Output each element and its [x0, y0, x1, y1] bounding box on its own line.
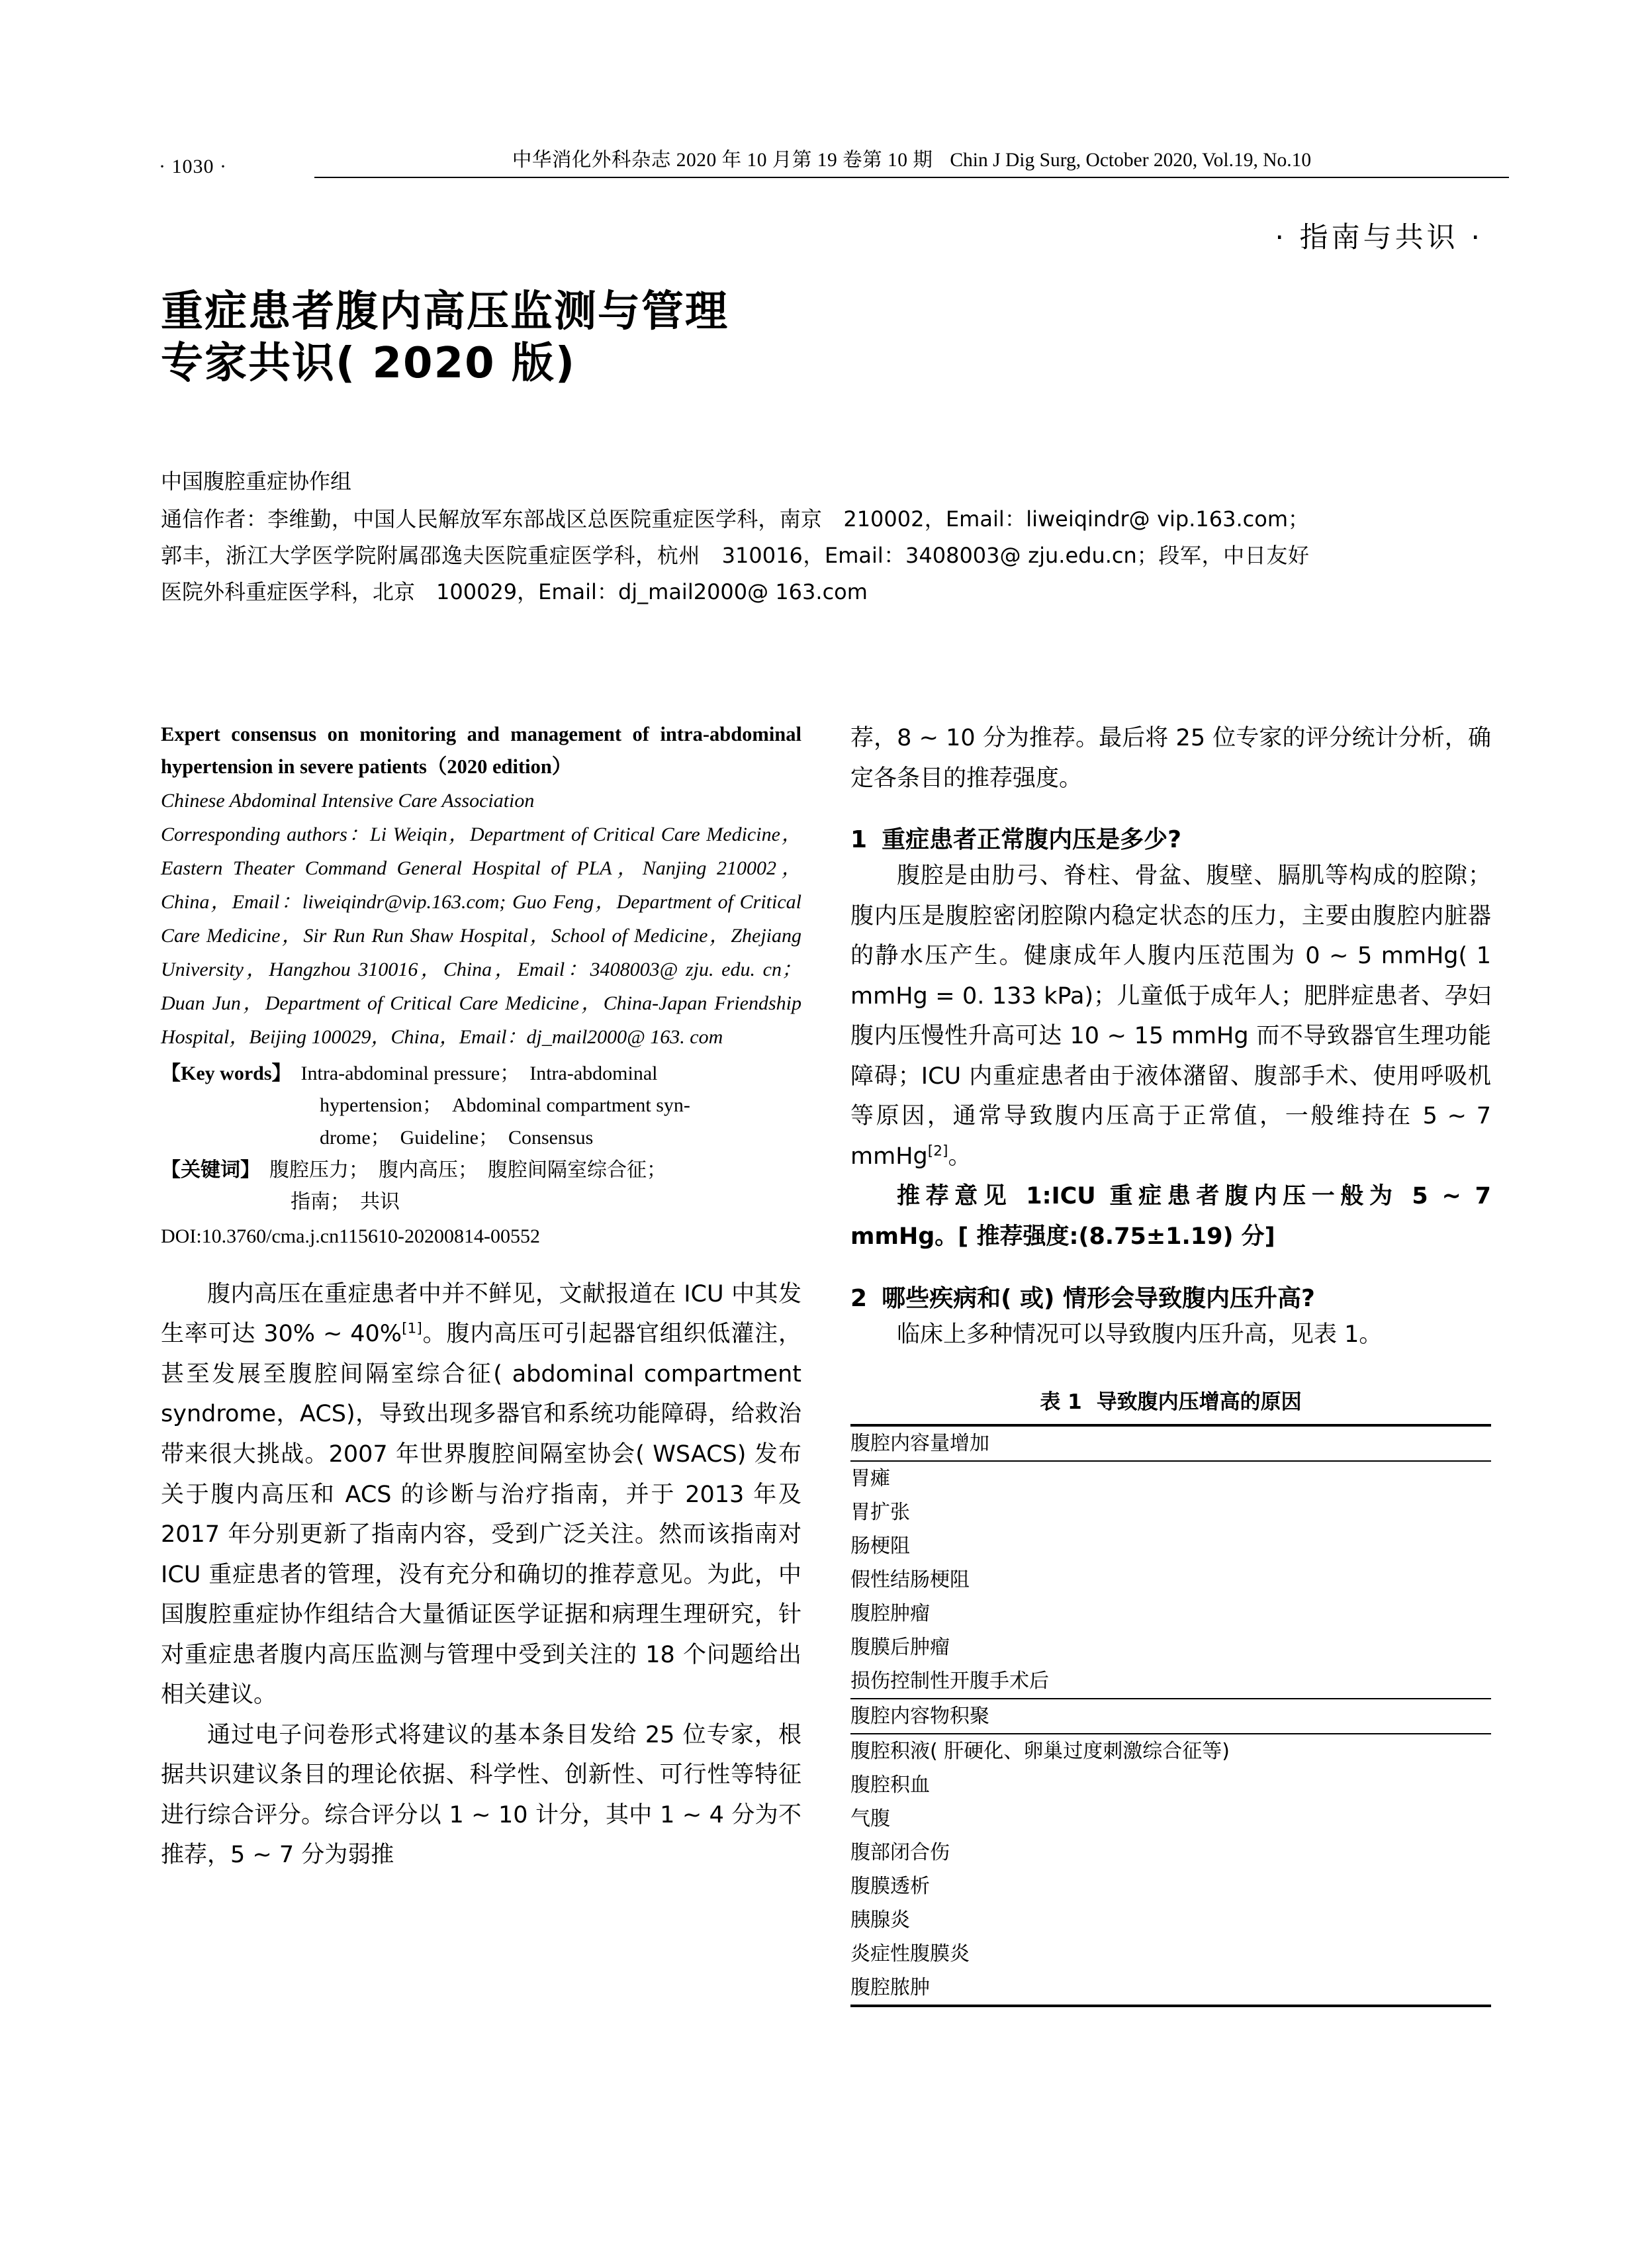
english-affiliation: Chinese Abdominal Intensive Care Association: [161, 789, 535, 812]
byline-block: [161, 463, 1309, 610]
article-title-line1: 重症患者腹内高压监测与管理: [161, 287, 729, 336]
intro-paragraph: [161, 1274, 801, 1715]
table-cell-item: 腹腔积液( 肝硬化、卵巢过度刺激综合征等): [850, 1734, 1491, 1768]
keywords-block: [161, 1058, 801, 1219]
section-heading-2: [850, 1280, 1491, 1313]
table-bottom-rule: [850, 2006, 1491, 2033]
table-row: [850, 1563, 1491, 1597]
doi-line: DOI:10.3760/cma.j.cn115610-20200814-00552: [161, 1225, 540, 1247]
table-cell-item: 气腹: [850, 1807, 890, 1831]
keywords-cn-label: 【关键词】: [161, 1158, 260, 1182]
section-2-paragraph: 临床上多种情况可以导致腹内压升高，见表 1。: [897, 1321, 1383, 1348]
article-title: [161, 286, 1286, 389]
intro-para-b: 。腹内高压可引起器官组织低灌注，甚至发展至腹腔间隔室综合征( abdominal compartment syndrome，ACS)，导致出现多器官和系统功能障碍，给救治带来很大挑战。2007 年世界腹腔间隔室协会( WSACS) 发布关于腹内高压和 ACS 的诊断与治疗指南，并于 2013 年及 2017 年分别更新了指南内容，受到广泛关注。然而该指南对 ICU 重症患者的管理，没有充分和确切的推荐意见。为此，中国腹腔重症协作组结合大量循证医学证据和病理生理研究，针对重症患者腹内高压监测与管理中受到关注的 18 个问题给出相关建议。: [161, 1321, 801, 1709]
left-body-text: [161, 1274, 801, 1875]
left-column: [161, 718, 801, 1875]
table-row: [850, 1461, 1491, 1495]
table-row: [850, 1869, 1491, 1903]
english-title: Expert consensus on monitoring and management of intra-abdominal hypertension in severe patients（2020 edition）: [161, 723, 801, 779]
table-row: [850, 1836, 1491, 1869]
article-title-line2: 专家共识( 2020 版): [161, 339, 576, 389]
table-group-row: [850, 1425, 1491, 1461]
table-row: [850, 1597, 1491, 1630]
right-column: [850, 718, 1491, 2033]
table-cell-item: 胃扩张: [850, 1501, 910, 1525]
table-1-wrapper: [850, 1385, 1491, 2033]
method-paragraph-cont: 荐，8 ~ 10 分为推荐。最后将 25 位专家的评分统计分析，确定各条目的推荐强度。: [850, 725, 1491, 792]
table-row: [850, 1937, 1491, 1971]
table-1-caption: [850, 1385, 1491, 1415]
table-cell-item: 腹膜透析: [850, 1875, 930, 1899]
section-heading-1: [850, 821, 1491, 855]
section-1-paragraph: [850, 856, 1491, 1176]
section-1-number: 1: [850, 826, 868, 854]
running-head: [159, 144, 1509, 178]
section-1-para-b: 。: [948, 1143, 972, 1170]
table-cell-item: 腹腔肿瘤: [850, 1602, 930, 1626]
table-group-label: 腹腔内容物积聚: [850, 1699, 1491, 1734]
reference-marker-2: [2]: [927, 1143, 948, 1160]
section-2-number: 2: [850, 1284, 868, 1312]
journal-citation-cn: 中华消化外科杂志 2020 年 10 月第 19 卷第 10 期: [512, 150, 933, 171]
table-row: [850, 1903, 1491, 1937]
table-row: [850, 1495, 1491, 1529]
table-cell-item: 腹部闭合伤: [850, 1841, 950, 1865]
table-group-label: 腹腔内容量增加: [850, 1425, 1491, 1461]
table-1: [850, 1424, 1491, 2033]
table-row: [850, 1734, 1491, 1768]
keywords-cn-line2: 指南； 共识: [291, 1190, 400, 1214]
reference-marker-1: [1]: [402, 1320, 422, 1337]
section-1-para-a: 腹腔是由肋弓、脊柱、骨盆、腹壁、膈肌等构成的腔隙；腹内压是腹腔密闭腔隙内稳定状态的压力，主要由腹腔内脏器的静水压产生。健康成年人腹内压范围为 0 ~ 5 mmHg( 1 mmHg = 0. 133 kPa)；儿童低于成年人；肥胖症患者、孕妇腹内压慢性升高可达 10 ~ 15 mmHg 而不导致器官生理功能障碍；ICU 内重症患者由于液体潴留、腹部手术、使用呼吸机等原因，通常导致腹内压高于正常值，一般维持在 5 ~ 7 mmHg: [850, 863, 1491, 1170]
journal-citation: [314, 144, 1509, 178]
table-cell-item: 炎症性腹膜炎: [850, 1942, 970, 1966]
right-body-continuation: [850, 718, 1491, 798]
table-1-number: 表 1: [1040, 1390, 1082, 1415]
keywords-en-label: 【Key words】: [161, 1062, 292, 1084]
keywords-cn-line1: 腹腔压力； 腹内高压； 腹腔间隔室综合征；: [269, 1158, 666, 1182]
author-group: 中国腹腔重症协作组: [161, 469, 352, 494]
english-meta: [161, 784, 801, 1054]
intro-para-a: 腹内高压在重症患者中并不鲜见，文献报道在 ICU 中其发生率可达 30% ~ 40%: [161, 1280, 801, 1348]
table-cell-item: 肠梗阻: [850, 1535, 910, 1558]
method-paragraph: 通过电子问卷形式将建议的基本条目发给 25 位专家，根据共识建议条目的理论依据、科学性、创新性、可行性等特征进行综合评分。综合评分以 1 ~ 10 计分，其中 1 ~ 4 分为不推荐，5 ~ 7 分为弱推: [161, 1721, 801, 1869]
section-2-body: [850, 1315, 1491, 1355]
section-1-title: 重症患者正常腹内压是多少?: [882, 826, 1181, 854]
table-group-row: [850, 1699, 1491, 1734]
section-kicker: · 指南与共识 ·: [1275, 221, 1483, 254]
section-2-title: 哪些疾病和( 或) 情形会导致腹内压升高?: [882, 1284, 1315, 1312]
table-cell-item: 腹膜后肿瘤: [850, 1636, 950, 1660]
table-row: [850, 1529, 1491, 1563]
table-bottom-rule-row: [850, 2006, 1491, 2033]
corresponding-authors-cn: 通信作者：李维勤，中国人民解放军东部战区总医院重症医学科，南京 210002，Email：liweiqindr@ vip.163.com；郭丰，浙江大学医学院附属邵逸夫医院重症医学科，杭州 310016，Email：3408003@ zju.edu.cn；段军，中日友好医院外科重症医学科，北京 100029，Email：dj_mail2000@ 163.com: [161, 506, 1309, 605]
keywords-en-row: [161, 1058, 801, 1090]
table-cell-item: 损伤控制性开腹手术后: [850, 1670, 1049, 1693]
table-cell-item: 假性结肠梗阻: [850, 1568, 970, 1592]
keywords-en-line3: drome； Guideline； Consensus: [320, 1127, 594, 1149]
table-cell-item: 胰腺炎: [850, 1909, 910, 1932]
page-folio: · 1030 ·: [159, 156, 227, 177]
table-cell-item: 腹腔脓肿: [850, 1976, 930, 2000]
journal-citation-en: Chin J Dig Surg, October 2020, Vol.19, No.10: [950, 150, 1312, 171]
keywords-en-line2: hypertension； Abdominal compartment syn-: [320, 1094, 690, 1117]
table-cell-item: 腹腔积血: [850, 1773, 930, 1797]
english-corresponding: Corresponding authors：Li Weiqin，Department of Critical Care Medicine，Eastern Theater Command General Hospital of PLA，Nanjing 210002，China，Email：liweiqindr@vip.163.com; Guo Feng，Department of Critical Care Medicine，Sir Run Run Shaw Hospital，School of Medicine，Zhejiang University，Hangzhou 310016，China，Email：3408003@ zju. edu. cn；Duan Jun，Department of Critical Care Medicine，China-Japan Friendship Hospital，Beijing 100029，China，Email：dj_mail2000@ 163. com: [161, 823, 801, 1048]
section-1-body: [850, 856, 1491, 1176]
keywords-cn-row: [161, 1155, 801, 1187]
table-row: [850, 1802, 1491, 1836]
table-row: [850, 1768, 1491, 1802]
keywords-en-line1: Intra-abdominal pressure； Intra-abdominal: [300, 1062, 658, 1084]
recommendation-1: 推荐意见 1:ICU 重症患者腹内压一般为 5 ~ 7 mmHg。[ 推荐强度:(8.75±1.19) 分]: [850, 1183, 1491, 1251]
table-cell-item: 胃瘫: [850, 1461, 1491, 1495]
table-1-caption-text: 导致腹内压增高的原因: [1096, 1390, 1302, 1415]
table-row: [850, 1630, 1491, 1664]
table-row: [850, 1664, 1491, 1699]
table-row: [850, 1971, 1491, 2006]
